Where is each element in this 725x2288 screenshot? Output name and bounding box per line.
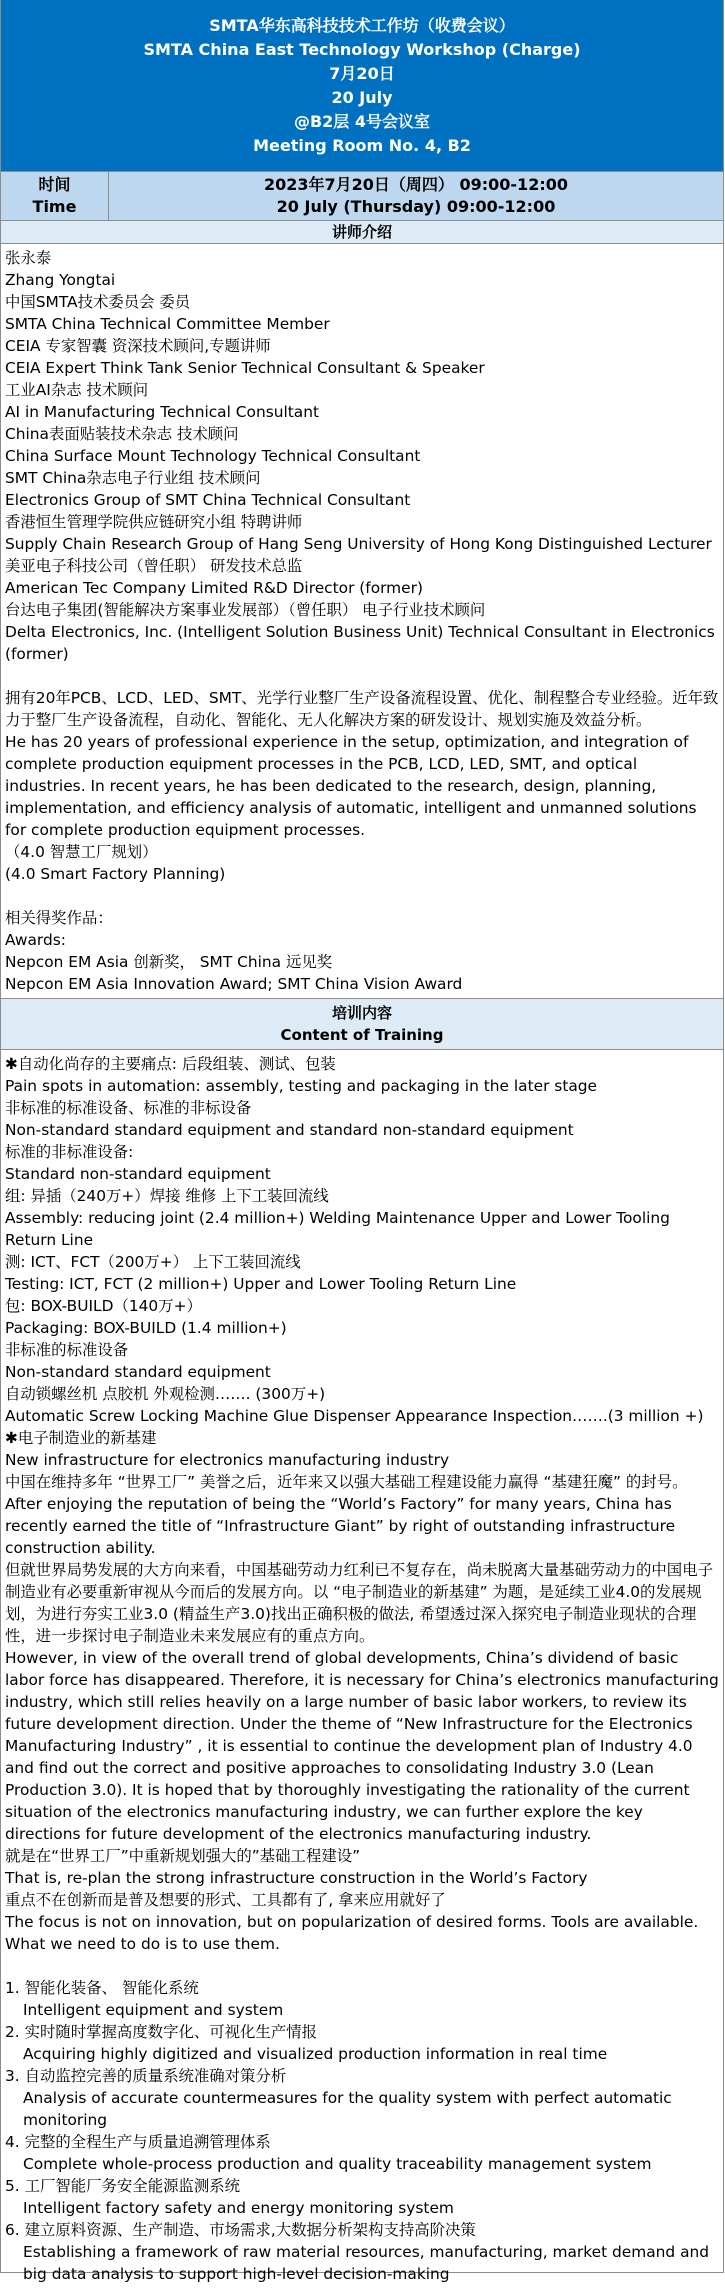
time-label-en: Time: [32, 197, 77, 216]
header-title-cn: SMTA华东高科技技术工作坊（收费会议）: [209, 16, 515, 35]
text-line: Pain spots in automation: assembly, testing and packaging in the later stage: [5, 1077, 598, 1095]
time-label-cn: 时间: [38, 175, 71, 194]
text-line: Automatic Screw Locking Machine Glue Dispenser Appearance Inspection…….(3 million +): [5, 1407, 704, 1425]
text-line: The focus is not on innovation, but on popularization of desired forms. Tools are available. What we need to do is to use them.: [5, 1913, 699, 1953]
header-date-cn: 7月20日: [329, 64, 395, 83]
text-line: 包: BOX-BUILD（140万+）: [5, 1297, 202, 1315]
text-line: American Tec Company Limited R&D Director (former): [5, 579, 423, 597]
text-line: He has 20 years of professional experience in the setup, optimization, and integration of complete production equipment processes in the PCB, LCD, LED, SMT, and optical industries. In recent years, he has been dedicated to the research, design, planning, implementation, and efficiency analysis of automatic, intelligent and unmanned solutions for complete production equipment processes.: [5, 733, 697, 839]
time-label: [1, 172, 109, 220]
text-line: 2. 实时随时掌握高度数字化、可视化生产情报: [5, 2023, 317, 2041]
time-value-cn: 2023年7月20日（周四） 09:00-12:00: [263, 175, 568, 194]
header-date-en: 20 July: [331, 88, 393, 107]
text-line: Packaging: BOX-BUILD (1.4 million+): [5, 1319, 287, 1337]
text-line: SMTA China Technical Committee Member: [5, 315, 330, 333]
text-line: Analysis of accurate countermeasures for the quality system with perfect automatic monitoring: [23, 2089, 672, 2129]
text-line: 拥有20年PCB、LCD、LED、SMT、光学行业整厂生产设备流程设置、优化、制程整合专业经验。近年致力于整厂生产设备流程，自动化、智能化、无人化解决方案的研发设计、规划实施及效益分析。: [5, 689, 719, 729]
text-line: 5. 工厂智能厂务安全能源监测系统: [5, 2177, 241, 2195]
workshop-header: [1, 0, 723, 172]
text-line: 自动锁螺丝机 点胶机 外观检测……. (300万+): [5, 1385, 326, 1403]
time-value-en: 20 July (Thursday) 09:00-12:00: [276, 197, 556, 216]
text-line: 重点不在创新而是普及想要的形式、工具都有了, 拿来应用就好了: [5, 1891, 446, 1909]
text-line: Nepcon EM Asia Innovation Award; SMT China Vision Award: [5, 975, 463, 993]
text-line: Nepcon EM Asia 创新奖， SMT China 远见奖: [5, 953, 333, 971]
training-title-en: Content of Training: [280, 1026, 444, 1044]
speaker-section-title: 讲师介绍: [1, 221, 723, 244]
text-line: [5, 665, 720, 687]
text-line: 中国在维持多年 “世界工厂” 美誉之后，近年来又以强大基础工程建设能力赢得 “基建狂魔” 的封号。: [5, 1473, 688, 1491]
text-line: CEIA Expert Think Tank Senior Technical Consultant & Speaker: [5, 359, 485, 377]
text-line: China Surface Mount Technology Technical Consultant: [5, 447, 421, 465]
text-line: However, in view of the overall trend of global developments, China’s dividend of basic labor force has disappeared. Therefore, it is necessary for China’s electronics manufacturing industry, which still relies heavily on a large number of basic labor workers, to review its future development direction. Under the theme of “New Infrastructure for the Electronics Manufacturing Industry” , it is essential to continue the development plan of Industry 4.0 and find out the correct and positive approaches to consolidating Industry 3.0 (Lean Production 3.0). It is hoped that by thoroughly investigating the rationality of the current situation of the electronics manufacturing industry, we can further explore the key directions for future development of the electronics manufacturing industry.: [5, 1649, 719, 1843]
text-line: Establishing a framework of raw material resources, manufacturing, market demand and big data analysis to support high-level decision-making: [23, 2243, 710, 2283]
text-line: (4.0 Smart Factory Planning): [5, 865, 226, 883]
text-line: 3. 自动监控完善的质量系统准确对策分析: [5, 2067, 287, 2085]
text-line: Awards:: [5, 931, 66, 949]
text-line: Intelligent equipment and system: [23, 2001, 284, 2019]
text-line: That is, re-plan the strong infrastructure construction in the World’s Factory: [5, 1869, 588, 1887]
text-line: 工业AI杂志 技术顾问: [5, 381, 149, 399]
text-line: （4.0 智慧工厂规划）: [5, 843, 158, 861]
text-line: CEIA 专家智囊 资深技术顾问,专题讲师: [5, 337, 271, 355]
text-line: 标准的非标准设备:: [5, 1143, 134, 1161]
text-line: Intelligent factory safety and energy monitoring system: [23, 2199, 454, 2217]
text-line: Acquiring highly digitized and visualized production information in real time: [23, 2045, 608, 2063]
text-line: AI in Manufacturing Technical Consultant: [5, 403, 320, 421]
text-line: Standard non-standard equipment: [5, 1165, 271, 1183]
header-title-en: SMTA China East Technology Workshop (Charge): [143, 40, 581, 59]
speaker-bio: [1, 244, 723, 999]
text-line: 4. 完整的全程生产与质量追溯管理体系: [5, 2133, 271, 2151]
text-line: 但就世界局势发展的大方向来看，中国基础劳动力红利已不复存在，尚未脱离大量基础劳动力的中国电子制造业有必要重新审视从今而后的发展方向。以 “电子制造业的新基建” 为题，是延续工业4.0的发展规划，为进行夯实工业3.0 (精益生产3.0)找出正确积极的做法, 希望透过深入探究电子制造业现状的合理性，进一步探讨电子制造业未来发展应有的重点方向。: [5, 1561, 713, 1645]
text-line: 组: 异插（240万+）焊接 维修 上下工装回流线: [5, 1187, 329, 1205]
time-row: [1, 172, 723, 221]
text-line: [5, 885, 720, 907]
text-line: Supply Chain Research Group of Hang Seng University of Hong Kong Distinguished Lecturer: [5, 535, 712, 553]
text-line: Complete whole-process production and quality traceability management system: [23, 2155, 652, 2173]
text-line: 美亚电子科技公司（曾任职） 研发技术总监: [5, 557, 303, 575]
training-title-cn: 培训内容: [331, 1004, 392, 1022]
text-line: Electronics Group of SMT China Technical Consultant: [5, 491, 411, 509]
text-line: Testing: ICT, FCT (2 million+) Upper and Lower Tooling Return Line: [5, 1275, 517, 1293]
text-line: 台达电子集团(智能解决方案事业发展部）（曾任职） 电子行业技术顾问: [5, 601, 486, 619]
training-section-title: [1, 999, 723, 1050]
text-line: Delta Electronics, Inc. (Intelligent Solution Business Unit) Technical Consultant in Electronics (former): [5, 623, 715, 663]
text-line: Assembly: reducing joint (2.4 million+) Welding Maintenance Upper and Lower Tooling Return Line: [5, 1209, 670, 1249]
text-line: 1. 智能化装备、 智能化系统: [5, 1979, 199, 1997]
text-line: 香港恒生管理学院供应链研究小组 特聘讲师: [5, 513, 303, 531]
header-room-cn: @B2层 4号会议室: [293, 112, 431, 131]
text-line: 张永泰: [5, 249, 52, 267]
text-line: ✱电子制造业的新基建: [5, 1429, 157, 1447]
text-line: New infrastructure for electronics manufacturing industry: [5, 1451, 450, 1469]
text-line: 相关得奖作品：: [5, 909, 113, 927]
text-line: Zhang Yongtai: [5, 271, 116, 289]
text-line: 测: ICT、FCT（200万+） 上下工装回流线: [5, 1253, 301, 1271]
text-line: Non-standard standard equipment: [5, 1363, 271, 1381]
time-value: [109, 172, 723, 220]
text-line: 6. 建立原料资源、生产制造、市场需求,大数据分析架构支持高阶决策: [5, 2221, 476, 2239]
text-line: After enjoying the reputation of being the “World’s Factory” for many years, China has recently earned the title of “Infrastructure Giant” by right of outstanding infrastructure construction ability.: [5, 1495, 676, 1557]
text-line: Non-standard standard equipment and standard non-standard equipment: [5, 1121, 574, 1139]
text-line: 非标准的标准设备、标准的非标设备: [5, 1099, 252, 1117]
training-content: [1, 1050, 723, 2288]
text-line: [5, 1955, 720, 1977]
header-room-en: Meeting Room No. 4, B2: [253, 136, 471, 155]
text-line: ✱自动化尚存的主要痛点: 后段组装、测试、包装: [5, 1055, 336, 1073]
text-line: 非标准的标准设备: [5, 1341, 129, 1359]
text-line: 中国SMTA技术委员会 委员: [5, 293, 191, 311]
text-line: SMT China杂志电子行业组 技术顾问: [5, 469, 261, 487]
text-line: 就是在“世界工厂”中重新规划强大的”基础工程建设”: [5, 1847, 361, 1865]
text-line: China表面贴装技术杂志 技术顾问: [5, 425, 239, 443]
